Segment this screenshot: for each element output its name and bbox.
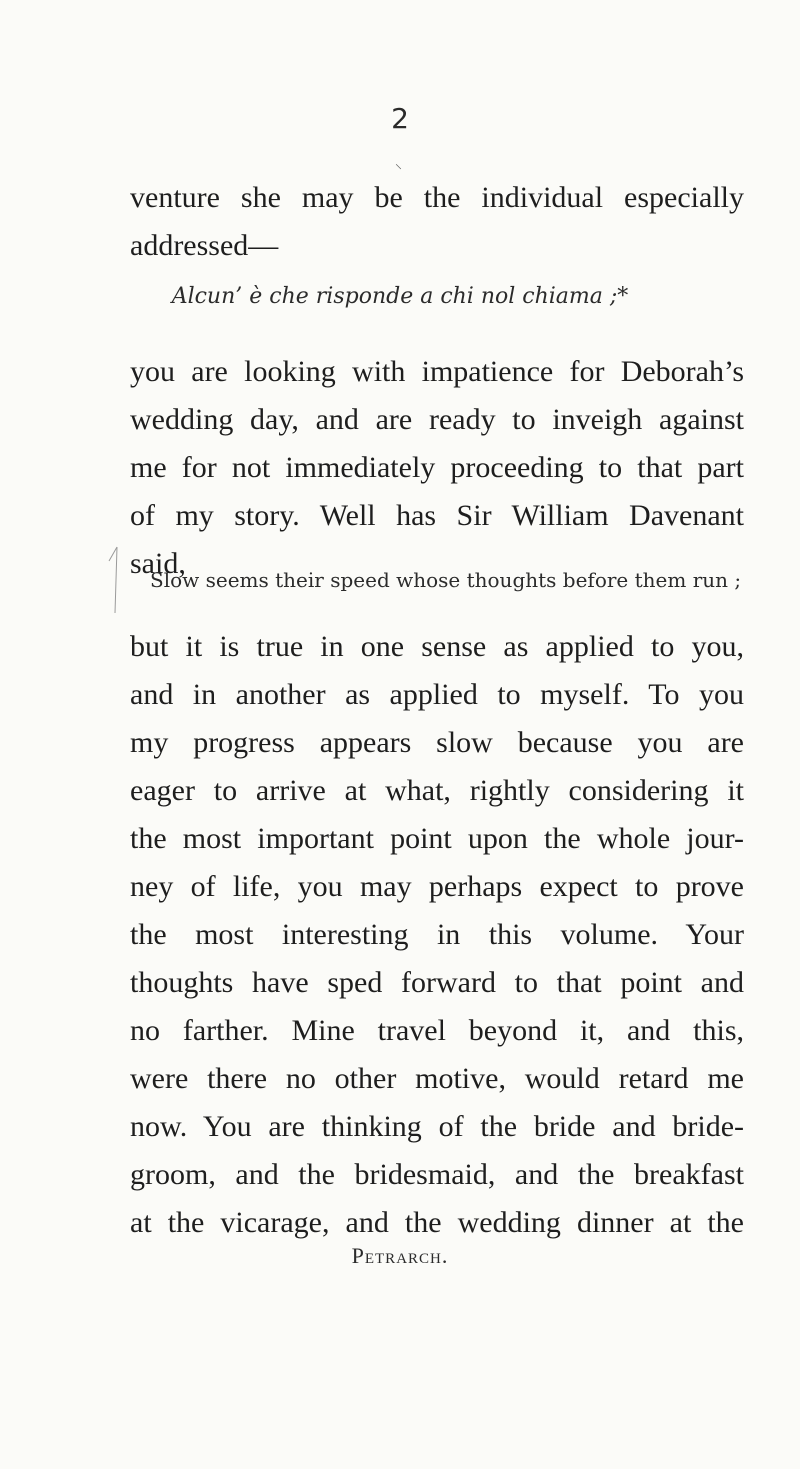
paragraph-intro [130,174,744,270]
printer-mark-icon: ⸌ [395,162,402,178]
text-line: me for not immediately proceeding to that part [130,451,744,484]
text-line: the most important point upon the whole jour- [130,822,744,855]
text-line: now. You are thinking of the bride and bride- [130,1110,744,1143]
verse-quotation: Slow seems their speed whose thoughts before them run ; [150,568,742,592]
text-line: were there no other motive, would retard me [130,1062,744,1095]
text-line: of my story. Well has Sir William Davenant [130,499,744,532]
page-number: 2 [391,102,409,135]
text-line: no farther. Mine travel beyond it, and this, [130,1014,744,1047]
text-line: wedding day, and are ready to inveigh against [130,403,744,436]
text-line: addressed— [130,229,279,262]
margin-pencil-mark-icon [105,545,121,615]
text-line: said, [130,547,186,580]
text-line: you are looking with impatience for Deborah’s [130,355,744,388]
text-line: and in another as applied to myself. To you [130,678,744,711]
text-line: venture she may be the individual especially [130,181,744,214]
footnote-attribution: Petrarch. [351,1243,449,1268]
text-line: thoughts have sped forward to that point and [130,966,744,999]
italic-quotation: Alcun’ è che risponde a chi nol chiama ;* [171,284,629,309]
text-line: ney of life, you may perhaps expect to prove [130,870,744,903]
text-line: the most interesting in this volume. Your [130,918,744,951]
text-line: at the vicarage, and the wedding dinner at the [130,1206,744,1239]
text-line: my progress appears slow because you are [130,726,744,759]
text-line: but it is true in one sense as applied to you, [130,630,744,663]
paragraph-final [130,623,744,1247]
paragraph-middle [130,348,744,588]
text-line: eager to arrive at what, rightly considering it [130,774,744,807]
text-line: groom, and the bridesmaid, and the breakfast [130,1158,744,1191]
